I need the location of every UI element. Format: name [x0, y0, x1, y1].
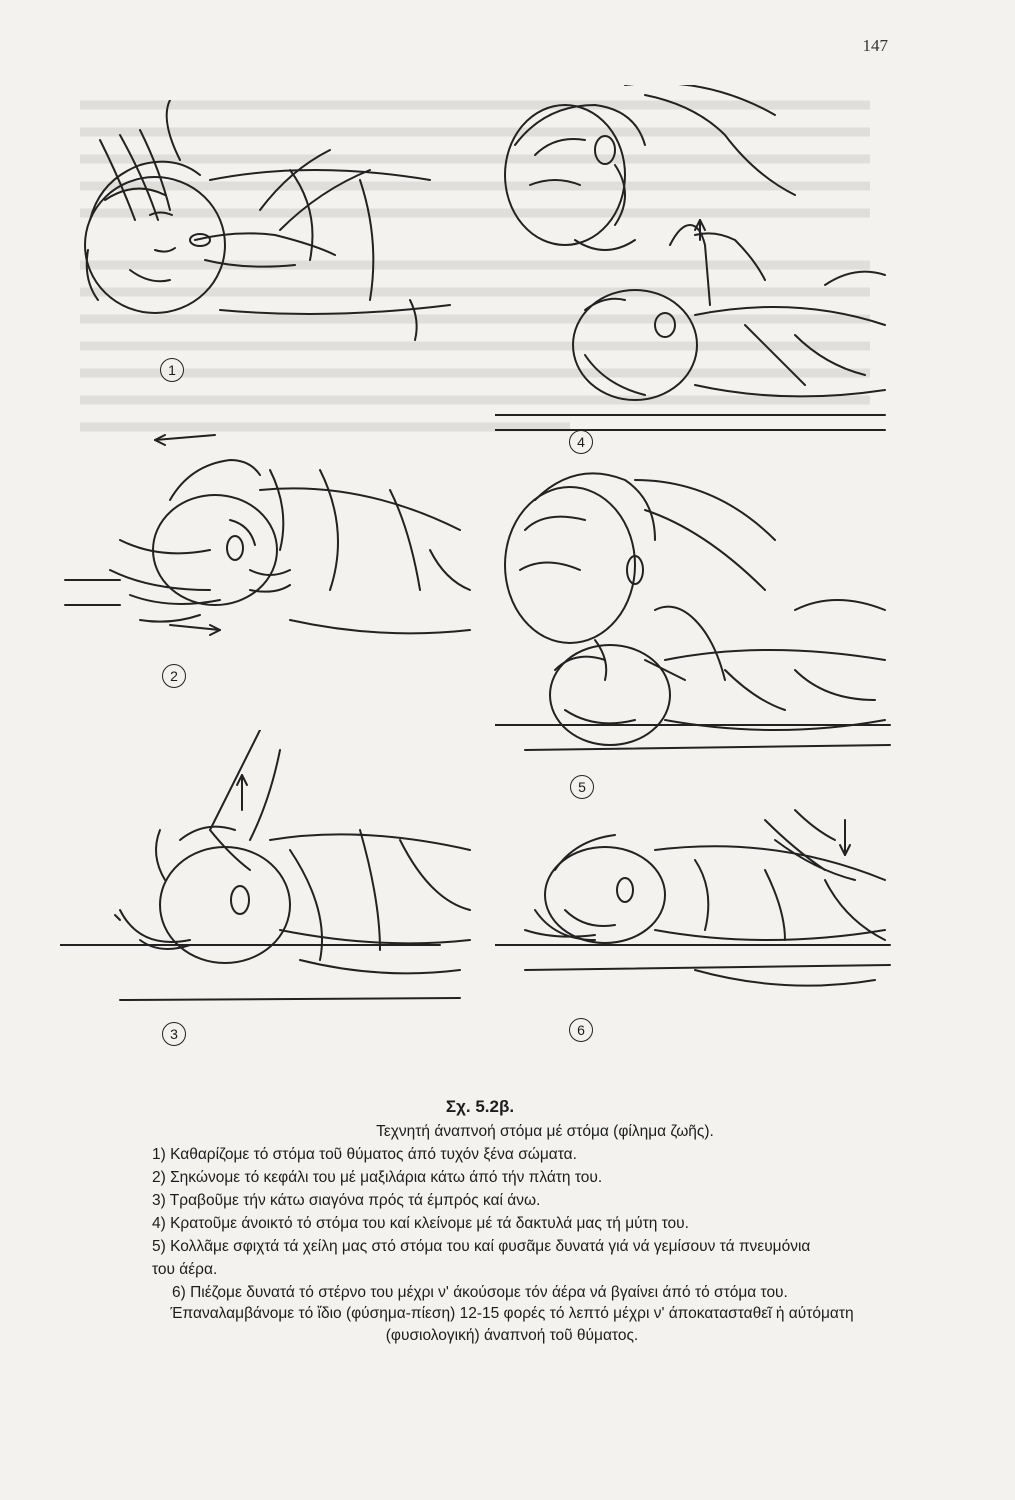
step-item: 3) Τραβοῦμε τήν κάτω σιαγόνα πρός τά έμπρός καί άνω.: [152, 1192, 541, 1209]
figure-jaw-thrust: [60, 730, 480, 1050]
page-number: 147: [862, 36, 888, 55]
panel-number-5: 5: [570, 775, 594, 799]
panel-number-2: 2: [162, 664, 186, 688]
figure-lifting-head: [60, 430, 480, 690]
step-item: 1) Καθαρίζομε τό στόμα τοῦ θύματος άπό τυχόν ξένα σώματα.: [152, 1146, 577, 1163]
panel-number-4: 4: [569, 430, 593, 454]
figure-mouth-to-mouth: [495, 460, 895, 805]
step-list: [150, 1143, 900, 1304]
illustration-panel-2: [60, 430, 480, 690]
figure-subtitle: Τεχνητή άναπνοή στόμα μέ στόμα (φίλημα ζωῆς).: [376, 1123, 714, 1140]
illustration-panel-3: [60, 730, 480, 1050]
step-item: 2) Σηκώνομε τό κεφάλι του μέ μαξιλάρια κάτω άπό τήν πλάτη του.: [152, 1169, 603, 1186]
figure-caption: [150, 1095, 900, 1304]
illustration-panel-4: [495, 85, 895, 455]
figure-clearing-mouth: [60, 100, 460, 390]
illustration-panel-6: [495, 780, 895, 1050]
panel-number-1: 1: [160, 358, 184, 382]
repeat-instruction-line-1: Έπαναλαμβάνομε τό ἴδιο (φύσημα-πίεση) 12-15 φορές τό λεπτό μέχρι ν' άποκατασταθεῖ ἡ αύτόματη: [170, 1305, 854, 1322]
step-item: 5) Κολλᾶμε σφιχτά τά χείλη μας στό στόμα του καί φυσᾶμε δυνατά γιά νά γεμίσουν τά πνευμόνια: [152, 1238, 811, 1255]
step-item: 6) Πιέζομε δυνατά τό στέρνο του μέχρι ν' άκούσομε τόν άέρα νά βγαίνει άπό τό στόμα του.: [172, 1284, 788, 1301]
illustration-panel-5: [495, 460, 895, 805]
repeat-instruction: [122, 1303, 902, 1347]
repeat-instruction-line-2: (φυσιολογική) άναπνοή τοῦ θύματος.: [385, 1327, 639, 1344]
step-item-continuation: του άέρα.: [152, 1261, 218, 1278]
figure-chest-compression: [495, 780, 895, 1050]
figure-label: Σχ. 5.2β.: [445, 1097, 515, 1116]
illustration-panel-1: [60, 100, 460, 390]
panel-number-6: 6: [569, 1018, 593, 1042]
panel-number-3: 3: [162, 1022, 186, 1046]
step-item: 4) Κρατοῦμε άνοικτό τό στόμα του καί κλείνομε μέ τά δακτυλά μας τή μύτη του.: [152, 1215, 689, 1232]
figure-closing-nose: [495, 85, 895, 455]
